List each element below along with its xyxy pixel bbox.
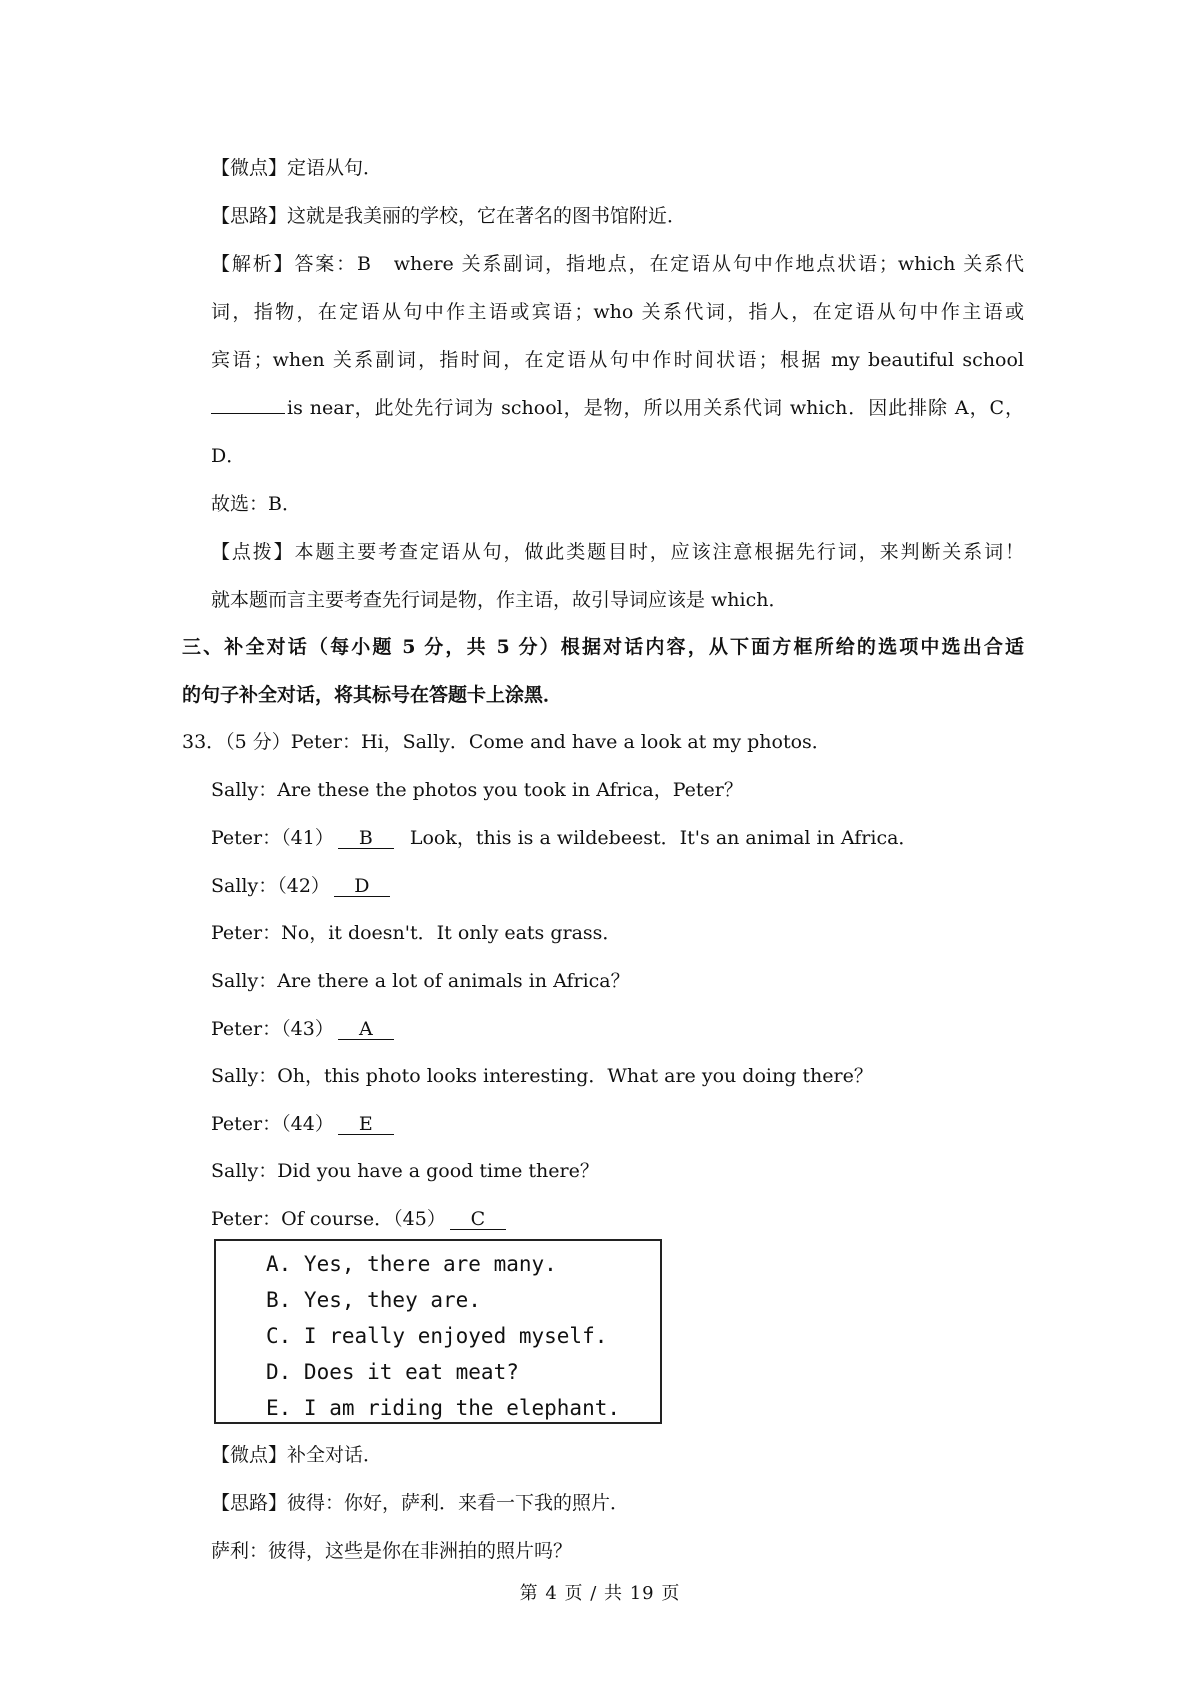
jiexi-line-1: 【解析】答案：B where 关系副词，指地点，在定语从句中作地点状语；which 关系代 [211,253,1024,275]
answer-blank [211,395,285,414]
option-c: C. I really enjoyed myself. [266,1324,608,1348]
section-heading-line-1: 三、补全对话（每小题 5 分，共 5 分）根据对话内容，从下面方框所给的选项中选出合适 [182,636,1024,658]
silu-label-q33: 【思路】彼得：你好，萨利．来看一下我的照片． [211,1492,630,1514]
dialogue-line: Sally：Oh，this photo looks interesting．What are you doing there？ [211,1065,873,1087]
answer-42: D [334,876,390,897]
dialogue-prefix: Peter：Of course．（45） [211,1208,446,1230]
jiexi-line-3: 宾语；when 关系副词，指时间，在定语从句中作时间状语；根据 my beautiful school [211,349,1024,371]
dialogue-line [211,1111,394,1137]
jiexi-line-4 [211,395,1024,421]
guxuan-line: 故选：B． [211,493,301,515]
dianbo-line-1: 【点拨】本题主要考查定语从句，做此类题目时，应该注意根据先行词，来判断关系词！ [211,541,1024,563]
jiexi-line-4-text: is near，此处先行词为 school，是物，所以用关系代词 which．因此排除 A，C， [287,397,1024,419]
jiexi-line-5: D． [211,445,246,467]
dialogue-prefix: Peter：（44） [211,1113,334,1135]
weidian-label-q33: 【微点】补全对话． [211,1444,383,1466]
dialogue-prefix: Sally：（42） [211,875,330,897]
dialogue-line [211,825,917,851]
option-d: D. Does it eat meat? [266,1360,519,1384]
dialogue-text: Look，this is a wildebeest．It's an animal in Africa． [409,827,918,849]
dialogue-line: Peter：No，it doesn't．It only eats grass． [211,922,622,944]
option-e: E. I am riding the elephant. [266,1396,621,1420]
dialogue-prefix: Peter：（43） [211,1018,334,1040]
weidian-label-q32: 【微点】定语从句． [211,157,383,179]
answer-44: E [338,1114,394,1135]
dialogue-line [211,873,390,899]
dialogue-prefix: Peter：（41） [211,827,334,849]
option-a: A. Yes, there are many. [266,1252,557,1276]
jiexi-line-2: 词，指物，在定语从句中作主语或宾语；who 关系代词，指人，在定语从句中作主语或 [211,301,1024,323]
answer-45: C [450,1209,506,1230]
page-footer: 第 4 页 / 共 19 页 [519,1583,681,1604]
option-b: B. Yes, they are. [266,1288,481,1312]
answer-41: B [338,828,394,849]
dianbo-line-2: 就本题而言主要考查先行词是物，作主语，故引导词应该是 which． [211,589,788,611]
section-heading-line-2: 的句子补全对话，将其标号在答题卡上涂黑． [182,684,563,706]
dialogue-line [211,1206,506,1232]
dialogue-line: Sally：Are these the photos you took in Africa，Peter？ [211,779,743,801]
translation-line: 萨利：彼得，这些是你在非洲拍的照片吗？ [211,1540,573,1562]
question-33-intro: 33．（5 分）Peter：Hi，Sally．Come and have a look at my photos． [182,731,831,753]
silu-label-q32: 【思路】这就是我美丽的学校，它在著名的图书馆附近． [211,205,687,227]
dialogue-line: Sally：Are there a lot of animals in Africa？ [211,970,630,992]
answer-43: A [338,1019,394,1040]
dialogue-line: Sally：Did you have a good time there？ [211,1160,599,1182]
dialogue-line [211,1016,394,1042]
options-box [214,1239,662,1424]
